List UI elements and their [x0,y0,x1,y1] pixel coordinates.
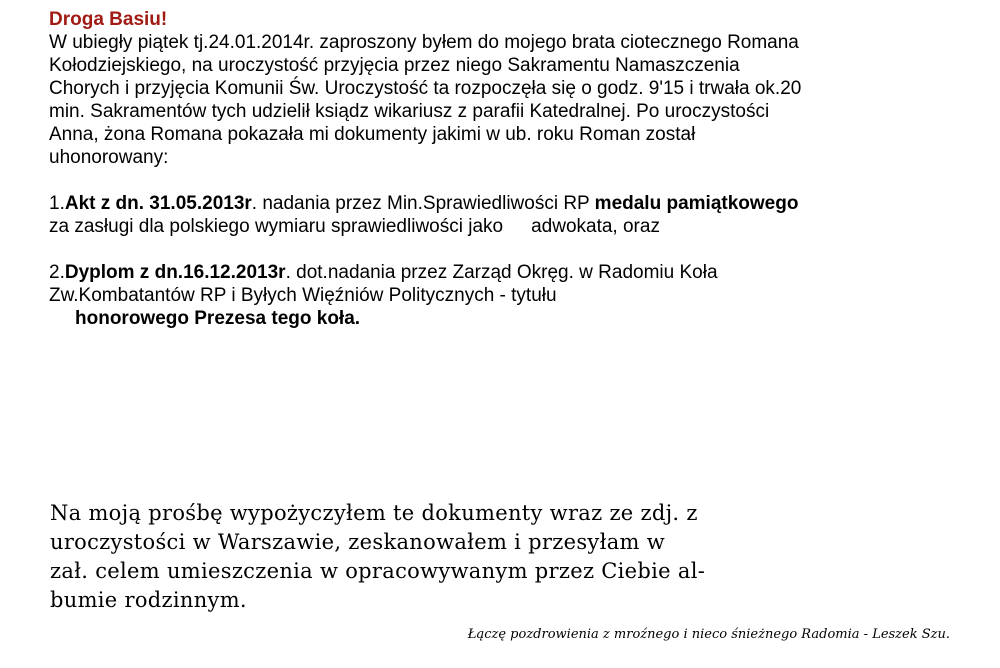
intro-paragraph [49,31,969,169]
signature-line: Łączę pozdrowienia z mroźnego i nieco śnieżnego Radomia - Leszek Szu. [467,627,950,642]
intro-line: Chorych i przyjęcia Komunii Św. Uroczystość ta rozpoczęła się o godz. 9'15 i trwała ok.20 [49,78,802,99]
letter-body [49,8,969,330]
list-item-2-line-3 [49,307,969,330]
request-line: zał. celem umieszczenia w opracowywanym przez Ciebie al- [50,559,706,583]
item-number: 2. [49,262,65,283]
item-1-medal: medalu pamiątkowego [594,193,799,214]
request-line: Na moją prośbę wypożyczyłem te dokumenty wraz ze zdj. z [50,501,698,525]
item-2-text: . dot.nadania przez Zarząd Okręg. w Radomiu Koła [285,262,718,283]
greeting: Droga Basiu! [49,9,168,30]
spacer [49,169,969,192]
list-item-2-line-2: Zw.Kombatantów RP i Byłych Więźniów Politycznych - tytułu [49,285,557,306]
item-1-text: . nadania przez Min.Sprawiedliwości RP [251,193,595,214]
intro-line: Anna, żona Romana pokazała mi dokumenty jakimi w ub. roku Roman został [49,124,696,145]
intro-line: W ubiegły piątek tj.24.01.2014r. zaproszony byłem do mojego brata ciotecznego Romana [49,32,799,53]
intro-line: uhonorowany: [49,147,169,168]
request-line: bumie rodzinnym. [50,588,247,612]
item-1-act-title: Akt z dn. 31.05.2013r [64,193,252,214]
item-2-title-bold: honorowego Prezesa tego koła. [75,308,361,329]
item-1-line2-b: adwokata, oraz [531,216,660,237]
item-number: 1. [49,193,65,214]
intro-line: min. Sakramentów tych udzielił ksiądz wikariusz z parafii Katedralnej. Po uroczystości [49,101,770,122]
list-item-1-line-2 [49,215,969,238]
request-line: uroczystości w Warszawie, zeskanowałem i przesyłam w [50,530,665,554]
intro-line: Kołodziejskiego, na uroczystość przyjęcia przez niego Sakramentu Namaszczenia [49,55,740,76]
list-item-2-line-1 [49,261,969,284]
request-paragraph [50,499,970,615]
spacer [49,238,969,261]
item-2-diploma-title: Dyplom z dn.16.12.2013r [64,262,286,283]
list-item-1 [49,192,969,238]
list-item-1-line-1 [49,192,969,215]
list-item-2 [49,261,969,330]
item-1-line2-a: za zasługi dla polskiego wymiaru sprawiedliwości jako [49,216,504,237]
